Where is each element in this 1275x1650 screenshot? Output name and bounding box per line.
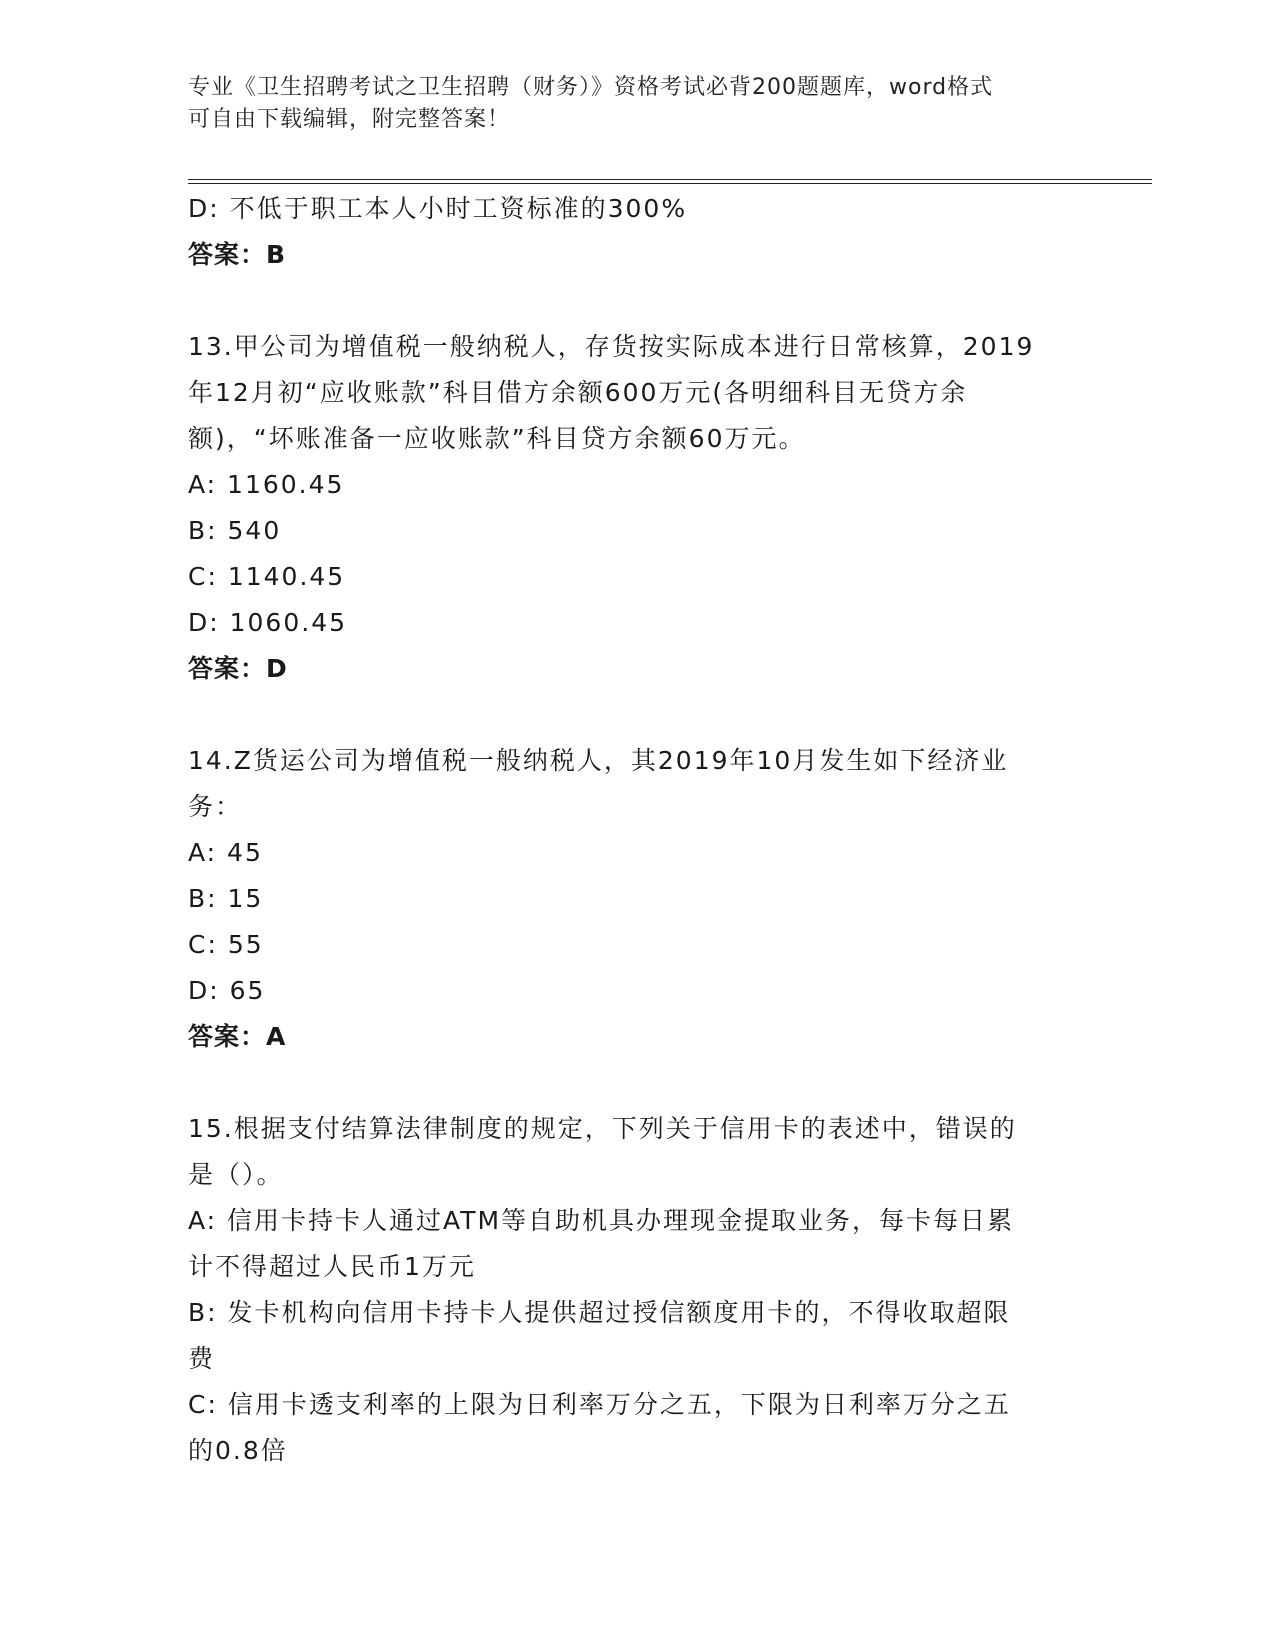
- option-d: D: 1060.45: [188, 608, 348, 637]
- option-b: B: 发卡机构向信用卡持卡人提供超过授信额度用卡的，不得收取超限: [188, 1298, 1011, 1327]
- document-body: [188, 186, 1078, 1474]
- option-a: A: 1160.45: [188, 470, 345, 499]
- document-header: [188, 72, 1068, 136]
- question-text-line: 务：: [188, 792, 243, 821]
- option-c: C: 1140.45: [188, 562, 346, 591]
- option-c: C: 信用卡透支利率的上限为日利率万分之五，下限为日利率万分之五: [188, 1390, 1011, 1419]
- question-text-line: 14.Z货运公司为增值税一般纳税人，其2019年10月发生如下经济业: [188, 746, 1009, 775]
- question-text: [188, 738, 1078, 830]
- spacer: [188, 278, 1078, 324]
- option-a: A: 信用卡持卡人通过ATM等自助机具办理现金提取业务，每卡每日累: [188, 1206, 1015, 1235]
- answer: 答案：B: [188, 240, 287, 269]
- question-text: [188, 324, 1078, 462]
- option-b-continued: 费: [188, 1344, 216, 1373]
- option-b: B: 15: [188, 884, 264, 913]
- header-divider-bottom: [188, 183, 1152, 184]
- question-text-line: 13.甲公司为增值税一般纳税人，存货按实际成本进行日常核算，2019: [188, 332, 1035, 361]
- question-text-line: 15.根据支付结算法律制度的规定，下列关于信用卡的表述中，错误的: [188, 1114, 1017, 1143]
- option-a: A: 45: [188, 838, 263, 867]
- option-a-continued: 计不得超过人民币1万元: [188, 1252, 476, 1281]
- option-b: B: 540: [188, 516, 282, 545]
- question-text-line: 是（）。: [188, 1160, 284, 1189]
- answer: 答案：D: [188, 654, 288, 683]
- header-divider-top: [188, 179, 1152, 180]
- question-13: [188, 324, 1078, 692]
- answer: 答案：A: [188, 1022, 287, 1051]
- option-d: D: 不低于职工本人小时工资标准的300%: [188, 194, 688, 223]
- header-title-line-2: 可自由下载编辑，附完整答案！: [188, 107, 511, 132]
- option-c-continued: 的0.8倍: [188, 1436, 288, 1465]
- spacer: [188, 1060, 1078, 1106]
- question-text-line: 年12月初“应收账款”科目借方余额600万元(各明细科目无贷方余: [188, 378, 968, 407]
- spacer: [188, 692, 1078, 738]
- header-title-line-1: 专业《卫生招聘考试之卫生招聘（财务）》资格考试必背200题题库，word格式: [188, 75, 994, 100]
- question-14: [188, 738, 1078, 1060]
- question-15: [188, 1106, 1078, 1474]
- question-text: [188, 1106, 1078, 1198]
- question-text-line: 额)，“坏账准备一应收账款”科目贷方余额60万元。: [188, 424, 806, 453]
- option-d: D: 65: [188, 976, 266, 1005]
- option-c: C: 55: [188, 930, 264, 959]
- previous-question-tail: [188, 186, 1078, 278]
